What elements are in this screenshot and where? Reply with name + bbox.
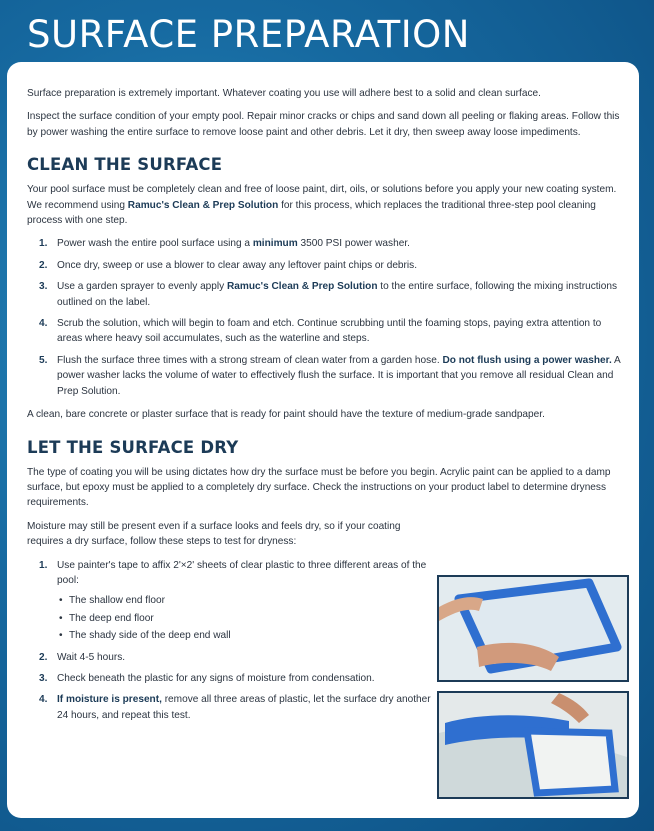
intro-paragraph-2: Inspect the surface condition of your empty pool. Repair minor cracks or chips and sand down all peeling or flaking areas. Follow this by power washing the entire surface to remove loose paint and other debris. Let it dry, then sweep away loose impediments. xyxy=(27,111,620,138)
list-item: • The shallow end floor xyxy=(57,593,437,608)
dry-heading: LET THE SURFACE DRY xyxy=(27,437,239,457)
list-item: 2. Wait 4-5 hours. xyxy=(39,651,126,663)
list-item: • The shady side of the deep end wall xyxy=(57,628,437,643)
plastic-sheet-photo xyxy=(437,691,629,799)
tape-plastic-photo xyxy=(437,575,629,682)
clean-outro: A clean, bare concrete or plaster surface that is ready for paint should have the texture of medium-grade sandpaper. xyxy=(27,409,545,421)
clean-intro: Your pool surface must be completely clean and free of loose paint, dirt, oils, or solutions before you apply your new coating system. We recommend using Ramuc's Clean & Prep Solution for this process, which replaces the traditional three-step pool cleaning process with one step. xyxy=(27,184,617,227)
dry-steps-column xyxy=(27,519,437,723)
list-item: • The deep end floor xyxy=(57,611,437,626)
list-item: 4. If moisture is present, remove all three areas of plastic, let the surface dry another 24 hours, and repeat this test. xyxy=(39,694,431,721)
clean-steps xyxy=(27,236,623,399)
list-item: 5. Flush the surface three times with a strong stream of clean water from a garden hose. Do not flush using a power washer. A power washer lacks the volume of water to effectively flush the surface. It is important that you remove all residual Clean and Prep Solution. xyxy=(39,354,621,397)
intro-paragraph-1: Surface preparation is extremely important. Whatever coating you use will adhere best to a solid and clean surface. xyxy=(27,88,541,99)
list-item: 1. Use painter's tape to affix 2'×2' sheets of clear plastic to three different areas of the pool: • The shallow end floor • The deep end floor • The shady side of the deep end wall xyxy=(27,558,437,644)
dry-steps xyxy=(27,558,437,724)
list-item: 2. Once dry, sweep or use a blower to clear away any leftover paint chips or debris. xyxy=(39,259,417,271)
list-item: 3. Check beneath the plastic for any signs of moisture from condensation. xyxy=(39,672,375,684)
list-item: 3. Use a garden sprayer to evenly apply Ramuc's Clean & Prep Solution to the entire surface, following the mixing instructions outlined on the label. xyxy=(39,281,618,308)
page-title: SURFACE PREPARATION xyxy=(27,13,470,56)
list-item: 1. Power wash the entire pool surface using a minimum 3500 PSI power washer. xyxy=(39,238,410,250)
dry-paragraph-1: The type of coating you will be using dictates how dry the surface must be before you begin. Acrylic paint can be applied to a damp surface, but epoxy must be applied to a completely dry surface. Check the instructions on your product label to determine dryness requirements. xyxy=(27,466,611,509)
list-item: 4. Scrub the solution, which will begin to foam and etch. Continue scrubbing until the foaming stops, paying extra attention to areas where heavy soil accumulates, such as the waterline and steps. xyxy=(39,318,602,345)
test-areas-list xyxy=(57,593,437,643)
dry-paragraph-2: Moisture may still be present even if a surface looks and feels dry, so if your coating requires a dry surface, follow these steps to test for dryness: xyxy=(27,520,401,548)
clean-heading: CLEAN THE SURFACE xyxy=(27,155,223,175)
